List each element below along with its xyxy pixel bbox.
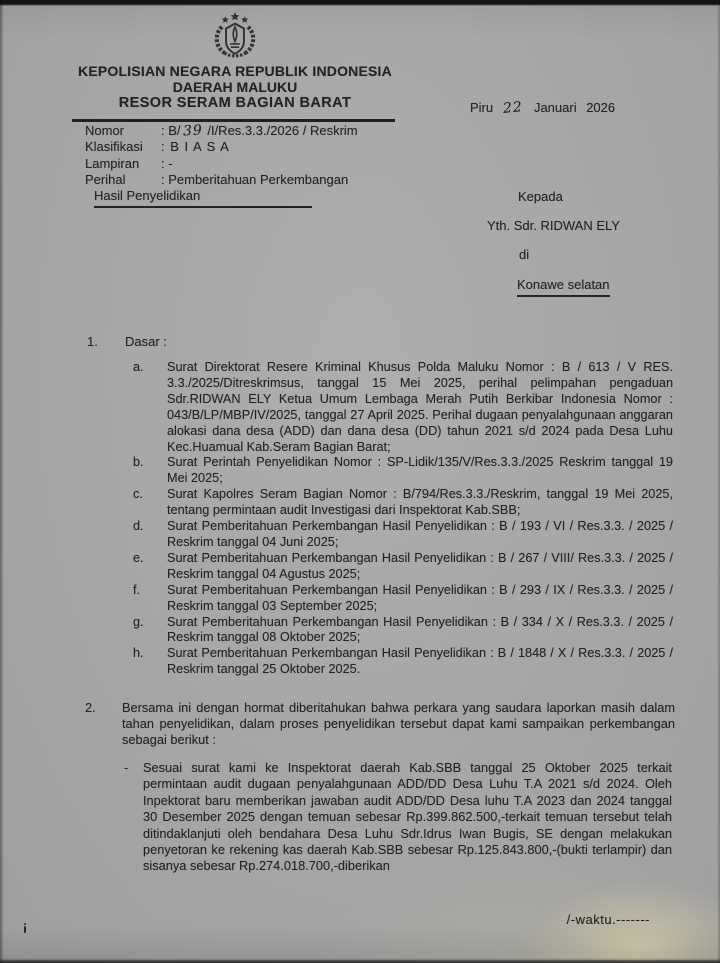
list-item-b — [133, 455, 673, 487]
list-item-d — [133, 519, 673, 551]
nomor-value — [161, 123, 358, 139]
dateline-handwritten-day: 22 — [502, 99, 524, 117]
dateline-place: Piru — [470, 100, 494, 115]
section-1-heading — [87, 334, 167, 349]
section-1-number: 1. — [87, 334, 98, 349]
perihal-value-line1: : Pemberitahuan Perkembangan — [161, 171, 349, 187]
scan-ink-artifact — [24, 926, 26, 933]
item-letter: g. — [133, 614, 144, 629]
list-item-a — [133, 360, 673, 455]
dasar-item-list — [133, 360, 673, 678]
item-letter: f. — [133, 582, 141, 597]
item-text: Surat Direktorat Resere Kriminal Khusus Polda Maluku Nomor : B / 613 / V RES. 3.3./2025/Ditreskrimsus, tanggal 15 Mei 2025, perihal pelimpahan pengaduan Sdr.RIDWAN ELY Ketua Umum Lembaga Merah Putih Berkibar Indonesia Nomor : 043/B/LP/MBP/IV/2025, tanggal 27 April 2025. Perihal dugaan penyalahgunaan anggaran alokasi dana desa (ADD) dan dana desa (DD) tahun 2021 s/d 2024 pada Desa Luhu Kec.Huamual Kab.Seram Bagian Barat; — [167, 360, 673, 454]
nomor-suffix: /I/Res.3.3./2026 / Reskrim — [207, 123, 358, 138]
meta-row-nomor — [85, 123, 358, 139]
org-name-line1: KEPOLISIAN NEGARA REPUBLIK INDONESIA — [78, 63, 392, 79]
nomor-label: Nomor — [85, 123, 125, 138]
letter-meta-block — [85, 123, 358, 208]
list-item-g — [133, 615, 673, 647]
org-name-line2: DAERAH MALUKU — [172, 79, 298, 95]
meta-row-lampiran — [85, 156, 358, 172]
recipient-kepada: Kepada — [518, 189, 563, 204]
item-text: Surat Pemberitahuan Perkembangan Hasil Penyelidikan : B / 267 / VIII/ Res.3.3. / 2025 / Reskrim tanggal 04 Agustus 2025; — [167, 550, 673, 581]
section-2-paragraph — [85, 700, 675, 749]
letterhead — [66, 10, 404, 112]
lampiran-value: : - — [161, 155, 173, 171]
letterhead-divider — [72, 119, 395, 122]
perihal-value-line2: Hasil Penyelidikan — [94, 188, 312, 208]
recipient-name: Yth. Sdr. RIDWAN ELY — [487, 218, 620, 233]
lampiran-label: Lampiran — [85, 155, 140, 171]
nomor-prefix: : B/ — [161, 123, 181, 138]
item-letter: b. — [133, 455, 144, 470]
meta-row-perihal — [85, 172, 358, 188]
item-text: Surat Kapolres Seram Bagian Nomor : B/794/Res.3.3./Reskrim, tanggal 19 Mei 2025, tentang permintaan audit Investigasi dari Inspektorat Kab.SBB; — [167, 487, 673, 518]
list-item-e — [133, 551, 673, 583]
dateline — [470, 100, 615, 116]
list-item-f — [133, 583, 673, 615]
recipient-di: di — [519, 247, 530, 262]
section-2-text: Bersama ini dengan hormat diberitahukan bahwa perkara yang saudara laporkan masih dalam tahan penyelidikan, dalam proses penyelidikan tersebut dapat kami sampaikan perkembangan sebagai berikut : — [122, 700, 675, 748]
dateline-month-year: Januari 2026 — [533, 100, 616, 115]
polri-tribrata-emblem-icon — [209, 10, 261, 60]
item-text: Surat Pemberitahuan Perkembangan Hasil Penyelidikan : B / 1848 / X / Res.3.3. / 2025 / Reskrim tanggal 25 Oktober 2025. — [167, 646, 673, 677]
list-item-h — [133, 646, 673, 678]
list-item-c — [133, 487, 673, 519]
item-text: Surat Perintah Penyelidikan Nomor : SP-Lidik/135/V/Res.3.3./2025 Reskrim tanggal 19 Mei 2025; — [167, 455, 673, 486]
meta-row-klasifikasi — [85, 139, 358, 155]
section-2-number: 2. — [85, 700, 96, 715]
item-letter: h. — [133, 646, 144, 661]
scan-edge-top — [0, 0, 720, 6]
item-text: Surat Pemberitahuan Perkembangan Hasil Penyelidikan : B / 334 / X / Res.3.3. / 2025 / Reskrim tanggal 08 Oktober 2025; — [167, 614, 673, 645]
item-letter: d. — [133, 519, 144, 534]
page-continuation-mark: /-waktu.------- — [566, 912, 650, 927]
recipient-city: Konawe selatan — [517, 277, 610, 297]
section-1-title: Dasar : — [125, 334, 167, 349]
klasifikasi-label: Klasifikasi — [85, 139, 143, 155]
item-letter: e. — [133, 550, 144, 565]
scan-edge-bottom — [0, 958, 720, 963]
item-letter: c. — [133, 487, 143, 502]
bullet-text: Sesuai surat kami ke Inspektorat daerah Kab.SBB tanggal 25 Oktober 2025 terkait permintaan audit dugaan penyalahgunaan ADD/DD Desa Luhu T.A 2021 s/d 2024. Oleh Inpektorat baru memberikan jawaban audit ADD/DD Desa luhu T.A 2023 dan 2024 tanggal 30 Desember 2025 dengan temuan sebesar Rp.399.862.500,-terkait temuan tersebut telah ditindaklanjuti oleh bendahara Desa Luhu Sdr.Idrus Iwan Bugis, SE dengan melakukan penyetoran ke rekening kas daerah Kab.SBB sebesar Rp.125.843.800,-(bukti terlampir) dan sisanya sebesar Rp.274.018.700,-diberikan — [143, 760, 672, 874]
perihal-label: Perihal — [85, 171, 126, 187]
nomor-handwritten-number: 39 — [182, 122, 203, 140]
bullet-dash: - — [124, 760, 129, 775]
item-text: Surat Pemberitahuan Perkembangan Hasil Penyelidikan : B / 293 / IX / Res.3.3. / 2025 / Reskrim tanggal 03 September 2025; — [167, 582, 673, 613]
scan-edge-left — [0, 0, 4, 963]
item-text: Surat Pemberitahuan Perkembangan Hasil Penyelidikan : B / 193 / VI / Res.3.3. / 2025 / Reskrim tanggal 04 Juni 2025; — [167, 519, 673, 549]
progress-bullet-paragraph — [124, 760, 672, 875]
klasifikasi-value: : B I A S A — [161, 139, 230, 155]
item-letter: a. — [133, 360, 144, 374]
org-name-line3: RESOR SERAM BAGIAN BARAT — [118, 95, 352, 111]
